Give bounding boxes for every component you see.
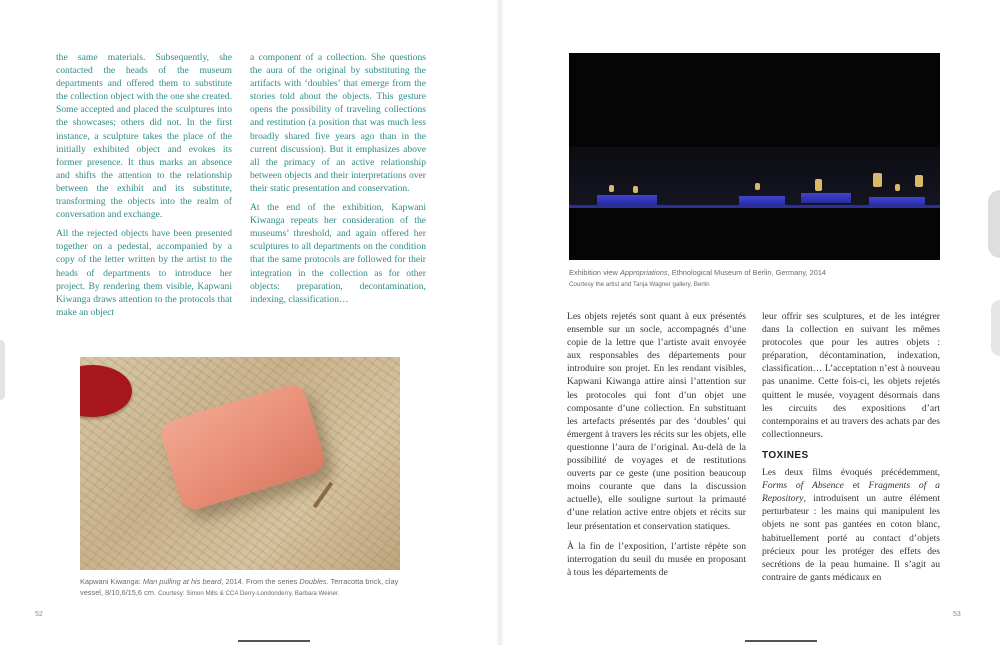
exhibit-object [873,173,882,187]
left-text-column-2 [250,51,426,312]
paragraph: Les objets rejetés sont quant à eux présentés ensemble sur un socle, accompagnés d’une copie de la lettre que l’artiste avait envoyée aux responsables des départements pour introduire son projet. En les rendant visibles, Kapwani Kiwanga attire ainsi l’attention sur les protocoles qui font d’un objet une composante d’une collection. En substituant les artefacts présentés par des ‘doubles’ qui émergent à travers les récits sur les objets, elle questionne l’aura de l’original. Au-delà de la possibilité de voyages et de restitutions ouverts par ce geste (une position beaucoup moins courante que dans la discussion actuelle), elle souligne surtout la primauté d’une relation active entre objets et récits sur leur présentation et conservation statiques. [567,311,746,532]
film-title: Forms of Absence [762,480,844,492]
book-gutter [496,0,504,645]
paragraph: All the rejected objects have been presented together on a pedestal, accompanied by a copy of the letter written by the artist to the heads of departments to introduce her project. By rendering them visible, Kapwani Kiwanga draws attention to the protocols that make an object [56,228,232,318]
paragraph: a component of a collection. She questions the aura of the original by substituting the artifacts with ‘doubles’ that emerge from the stories told about the objects. This gesture opens the possibility of traveling collections and restitution (a position that was much less broadly shared five years ago than in the current discussion). But it emphasizes above all the primacy of an active relationship between objects and their interpretations over their static presentation and conservation. [250,52,426,194]
caption-text: . Terracotta brick, clay vessel, 8/10,6/15,6 cm. [80,577,399,597]
bottom-rule-right [745,640,817,642]
exhibit-object [815,179,822,191]
paragraph-text: Les deux films évoqués précédemment, [762,467,940,479]
exhibit-object [633,186,638,193]
terracotta-brick-photo [80,357,400,570]
exhibit-object [755,183,760,190]
caption-text: Exhibition view [569,268,620,277]
exhibit-object [915,175,923,187]
paragraph [762,466,940,584]
caption-credit: Courtesy the artist and Tanja Wagner gallery, Berlin [569,281,710,288]
vitrine-plinth [597,195,657,205]
paragraph-text: et [843,480,869,492]
paragraph-text: , introduisent un autre élément perturbateur : les mains qui manipulent les objets ne sont pas gantées en coton blanc, habituellement porté au contact d’objets précieux pour les protéger des effets des secrétions de la peau humaine. Il s’agit au contraire de gants médicaux en [762,493,940,583]
caption-text: , 2014. From the series [221,577,300,586]
paragraph: the same materials. Subsequently, she contacted the heads of the museum departments and offered them to substitute the collection object with the one she created. Some accepted and placed the sculptures into the showcases; others did not. In the first instance, a sculpture takes the place of the initially exhibited object and evokes its former presence. It thus marks an absence and shifts the attention to the relationship between the exhibit and its substitute, transforming the objects into the realm of conversation and exchange. [56,52,232,221]
terracotta-brick [158,381,328,513]
red-disc-object [80,365,132,417]
caption-series: Doubles [299,577,327,586]
page-edge-curl [0,340,5,400]
bottom-rule-left [238,640,310,642]
right-text-column-1 [567,310,746,586]
vitrine-edge [569,205,940,208]
clay-stick [313,482,333,509]
caption-text: , Ethnological Museum of Berlin, Germany, 2014 [667,268,827,277]
exhibition-photo-caption [569,267,940,290]
right-text-column-2 [762,310,940,591]
exhibition-view-photo [569,53,940,260]
page-edge-curl [988,190,1000,258]
page-number-right: 53 [953,611,961,618]
exhibit-object [895,184,900,191]
paragraph: À la fin de l’exposition, l’artiste répète son interrogation du seuil du musée en proposant à tous les départements de [567,540,746,578]
page-number-left: 52 [35,611,43,618]
page-edge-curl [991,300,1000,356]
paragraph: At the end of the exhibition, Kapwani Kiwanga repeats her consideration of the museums’ threshold, and again offered her sculptures to all departments on the condition that the same protocols are followed for their integration in the collection as for other objects: preparation, decontamination, indexing, classification… [250,202,426,305]
caption-title: Man pulling at his beard [142,577,222,586]
brick-photo-caption [80,576,410,599]
left-text-column-1 [56,51,232,325]
section-heading: TOXINES [762,449,809,461]
caption-title: Appropriations [619,268,668,277]
exhibit-object [609,185,614,192]
paragraph: leur offrir ses sculptures, et de les intégrer dans la collection en suivant les mêmes protocoles que pour les autres objets : préparation, décontamination, indexation, classification… L’acceptation n’est à nouveau pas unanime. Cette fois-ci, les objets rejetés quittent le musée, voyagent désormais dans les circuits des expositions d’art contemporains et au travers des achats par des collectionneurs. [762,311,940,440]
vitrine-plinth [801,193,851,203]
film-title: Fragments of a Repository [762,480,940,505]
caption-credit: Courtesy: Simon Mills & CCA Derry-Londonderry, Barbara Weiner. [158,590,340,597]
caption-artist: Kapwani Kiwanga: [80,577,143,586]
